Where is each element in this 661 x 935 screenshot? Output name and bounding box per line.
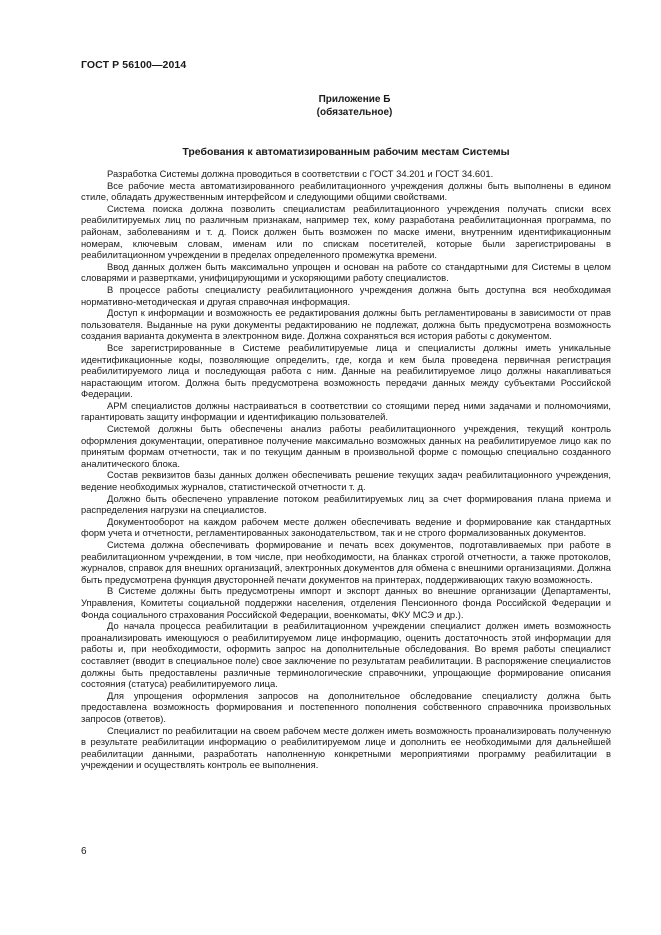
paragraph: Документооборот на каждом рабочем месте должен обеспечивать ведение и формирование как стандартных форм учета и отчетности, регламентированных законодательством, так и не строго формализованных документов. [81,515,611,539]
paragraph: До начала процесса реабилитации в реабилитационном учреждении специалист должен иметь возможность проанализировать имеющуюся о реабилитируемом лице информацию, оценить достаточность этой информации для работы и, при необходимости, оформить запрос на дополнительные обследования. Во время работы специалист составляет (вводит в специальное поле) свое заключение по результатам реабилитации. В распоряжение специалистов должны быть предоставлены различные терминологические справочники, упрощающие формирование описания состояния (статуса) реабилитируемого лица. [81,620,611,690]
page-number: 6 [81,846,87,857]
appendix-label: Приложение Б [318,94,391,105]
paragraph: Ввод данных должен быть максимально упрощен и основан на работе со стандартными для Системы в целом словарями и развертками, унифицирующими и ускоряющими работу специалистов. [81,260,611,284]
paragraph: В процессе работы специалисту реабилитационного учреждения должна быть доступна вся необходимая нормативно-методическая и другая справочная информация. [81,283,611,307]
paragraph: Доступ к информации и возможность ее редактирования должны быть регламентированы в зависимости от прав пользователя. Выданные на руки документы редактированию не подлежат, должна быть предусмотрена возможность создания варианта документа в электронном виде. Должна сохраняться вся история работы с документом. [81,307,611,342]
section-title: Требования к автоматизированным рабочим местам Системы [182,146,510,158]
paragraph: Специалист по реабилитации на своем рабочем месте должен иметь возможность проанализировать полученную в результате реабилитации информацию о реабилитируемом лице и дополнить ее необходимыми для дальнейшей реабилитации данными, разработать наполненную конкретными мероприятиями программу реабилитации в учреждении и осуществлять контроль ее выполнения. [81,724,611,771]
paragraph: Должно быть обеспечено управление потоком реабилитируемых лиц за счет формирования плана приема и распределения нагрузки на специалистов. [81,492,611,516]
appendix-status: (обязательное) [316,107,393,118]
paragraph: Система поиска должна позволить специалистам реабилитационного учреждения получать списки всех реабилитируемых лиц по различным признакам, например тех, кому разработана реабилитационная программа, по районам, заболеваниям и т. д. Поиск должен быть возможен по маске имени, внутренним идентификационным номерам, ключевым словам, именам или по спискам посетителей, которые были зарегистрированы в реабилитационном учреждении в пределах определенного промежутка времени. [81,202,611,261]
appendix-heading [0,93,661,119]
paragraph: Системой должны быть обеспечены анализ работы реабилитационного учреждения, текущий контроль оформления документации, оперативное получение максимально возможных данных на реабилитируемое лицо как по принятым формам отчетности, так и по текущим данным в произвольной форме с помощью специально созданного аналитического блока. [81,423,611,469]
paragraph: Система должна обеспечивать формирование и печать всех документов, подготавливаемых при работе в реабилитационном учреждении, в том числе, при необходимости, на бланках строгой отчетности, а также протоколов, журналов, справок для внешних организаций, электронных документов для обмена с внешними организациями. Должна быть предусмотрена функция двусторонней печати документов на принтерах, поддерживающих такую возможность. [81,539,611,585]
paragraph: В Системе должны быть предусмотрены импорт и экспорт данных во внешние организации (Департаменты, Управления, Комитеты социальной поддержки населения, отделения Пенсионного фонда Российской Федерации и Фонда социального страхования Российской Федерации, военкоматы, ФКУ МСЭ и др.). [81,585,611,620]
body-text [81,168,611,771]
paragraph: Разработка Системы должна проводиться в соответствии с ГОСТ 34.201 и ГОСТ 34.601. [107,168,494,179]
document-number: ГОСТ Р 56100—2014 [81,59,187,71]
paragraph: Для упрощения оформления запросов на дополнительное обследование специалисту должна быть предоставлена возможность формирования и постепенного пополнения собственного справочника произвольных запросов (ответов). [81,689,611,724]
paragraph: АРМ специалистов должны настраиваться в соответствии со стоящими перед ними задачами и полномочиями, гарантировать защиту информации и идентификацию пользователей. [81,399,611,423]
paragraph: Все рабочие места автоматизированного реабилитационного учреждения должны быть выполнены в едином стиле, обладать дружественным интерфейсом и следующими общими свойствами. [81,179,611,203]
paragraph: Состав реквизитов базы данных должен обеспечивать решение текущих задач реабилитационного учреждения, ведение необходимых журналов, статистической отчетности т. д. [81,469,611,493]
paragraph: Все зарегистрированные в Системе реабилитируемые лица и специалисты должны иметь уникальные идентификационные коды, позволяющие определить, где, когда и кем была проведена первичная регистрация реабилитируемого лица и последующая работа с ним. Данные на реабилитируемое лицо должны накапливаться нарастающим итогом. Должна быть предусмотрена возможность передачи данных между субъектами Российской Федерации. [81,341,611,400]
